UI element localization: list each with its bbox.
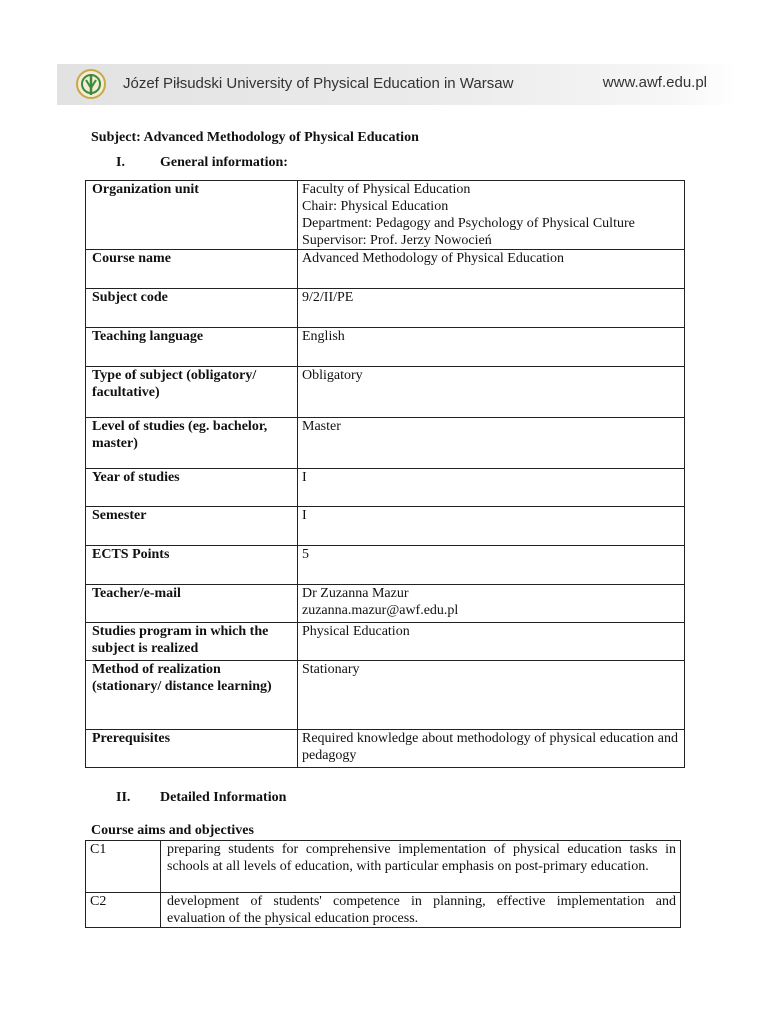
- university-name: Józef Piłsudski University of Physical Education in Warsaw: [123, 75, 514, 92]
- field-label: Subject code: [86, 289, 298, 328]
- field-value-line: Master: [302, 419, 341, 434]
- aim-code: C1: [86, 841, 161, 893]
- aim-text: preparing students for comprehensive implementation of physical education tasks in schools at all levels of education, with particular emphasis on post-primary education.: [161, 841, 681, 893]
- field-label: Prerequisites: [86, 730, 298, 768]
- field-value-line[interactable]: zuzanna.mazur@awf.edu.pl: [302, 603, 459, 618]
- table-row: [86, 546, 685, 585]
- table-row: [86, 841, 681, 893]
- field-label: Teacher/e-mail: [86, 585, 298, 623]
- table-row: [86, 418, 685, 469]
- field-value-line: I: [302, 470, 307, 485]
- field-value: [298, 623, 685, 661]
- table-row: [86, 289, 685, 328]
- field-label: Teaching language: [86, 328, 298, 367]
- table-row: [86, 469, 685, 507]
- field-value-line: Stationary: [302, 662, 360, 677]
- field-value: [298, 328, 685, 367]
- field-value: [298, 367, 685, 418]
- field-value-line: Obligatory: [302, 368, 363, 383]
- section-heading-detailed: [116, 790, 286, 806]
- field-value-line: Physical Education: [302, 624, 410, 639]
- field-value-line: Chair: Physical Education: [302, 199, 449, 214]
- field-value-line: Supervisor: Prof. Jerzy Nowocień: [302, 233, 492, 248]
- university-url[interactable]: www.awf.edu.pl: [602, 74, 707, 91]
- table-row: [86, 250, 685, 289]
- field-label: Organization unit: [86, 181, 298, 250]
- section-number: II.: [116, 790, 131, 805]
- table-row: [86, 585, 685, 623]
- field-value-line: English: [302, 329, 345, 344]
- field-label: Course name: [86, 250, 298, 289]
- field-value: [298, 585, 685, 623]
- field-value: [298, 418, 685, 469]
- section-title: General information:: [160, 155, 288, 170]
- aims-table: [85, 840, 681, 928]
- field-value-line: Faculty of Physical Education: [302, 182, 471, 197]
- aims-heading: Course aims and objectives: [91, 823, 254, 838]
- field-value: [298, 250, 685, 289]
- section-number: I.: [116, 155, 125, 170]
- general-info-table: [85, 180, 685, 768]
- subject-title: Subject: Advanced Methodology of Physical Education: [91, 130, 419, 145]
- field-label: Type of subject (obligatory/ facultative): [86, 367, 298, 418]
- field-label: ECTS Points: [86, 546, 298, 585]
- section-heading-general: [116, 155, 288, 171]
- field-label: Year of studies: [86, 469, 298, 507]
- field-value-line: Required knowledge about methodology of physical education and pedagogy: [302, 731, 678, 763]
- table-row: [86, 181, 685, 250]
- field-label: Studies program in which the subject is realized: [86, 623, 298, 661]
- field-value-line: 5: [302, 547, 309, 562]
- table-row: [86, 367, 685, 418]
- table-row: [86, 893, 681, 928]
- field-value: [298, 469, 685, 507]
- aim-text: development of students' competence in planning, effective implementation and evaluation of the physical education process.: [161, 893, 681, 928]
- table-row: [86, 623, 685, 661]
- field-value-line: Advanced Methodology of Physical Education: [302, 251, 565, 266]
- aim-code: C2: [86, 893, 161, 928]
- table-row: [86, 661, 685, 730]
- awf-crest-logo-icon: [75, 68, 107, 100]
- header-banner: [57, 64, 737, 105]
- field-value-line: I: [302, 508, 307, 523]
- field-label: Level of studies (eg. bachelor, master): [86, 418, 298, 469]
- field-value-line: Department: Pedagogy and Psychology of Physical Culture: [302, 216, 635, 231]
- field-value: [298, 507, 685, 546]
- field-value: [298, 546, 685, 585]
- field-value-line: 9/2/II/PE: [302, 290, 354, 305]
- field-value: [298, 730, 685, 768]
- field-label: Method of realization (stationary/ distance learning): [86, 661, 298, 730]
- field-value-line: Dr Zuzanna Mazur: [302, 586, 409, 601]
- section-title: Detailed Information: [160, 790, 287, 805]
- field-label: Semester: [86, 507, 298, 546]
- table-row: [86, 730, 685, 768]
- table-row: [86, 507, 685, 546]
- field-value: [298, 289, 685, 328]
- field-value: [298, 661, 685, 730]
- field-value: [298, 181, 685, 250]
- table-row: [86, 328, 685, 367]
